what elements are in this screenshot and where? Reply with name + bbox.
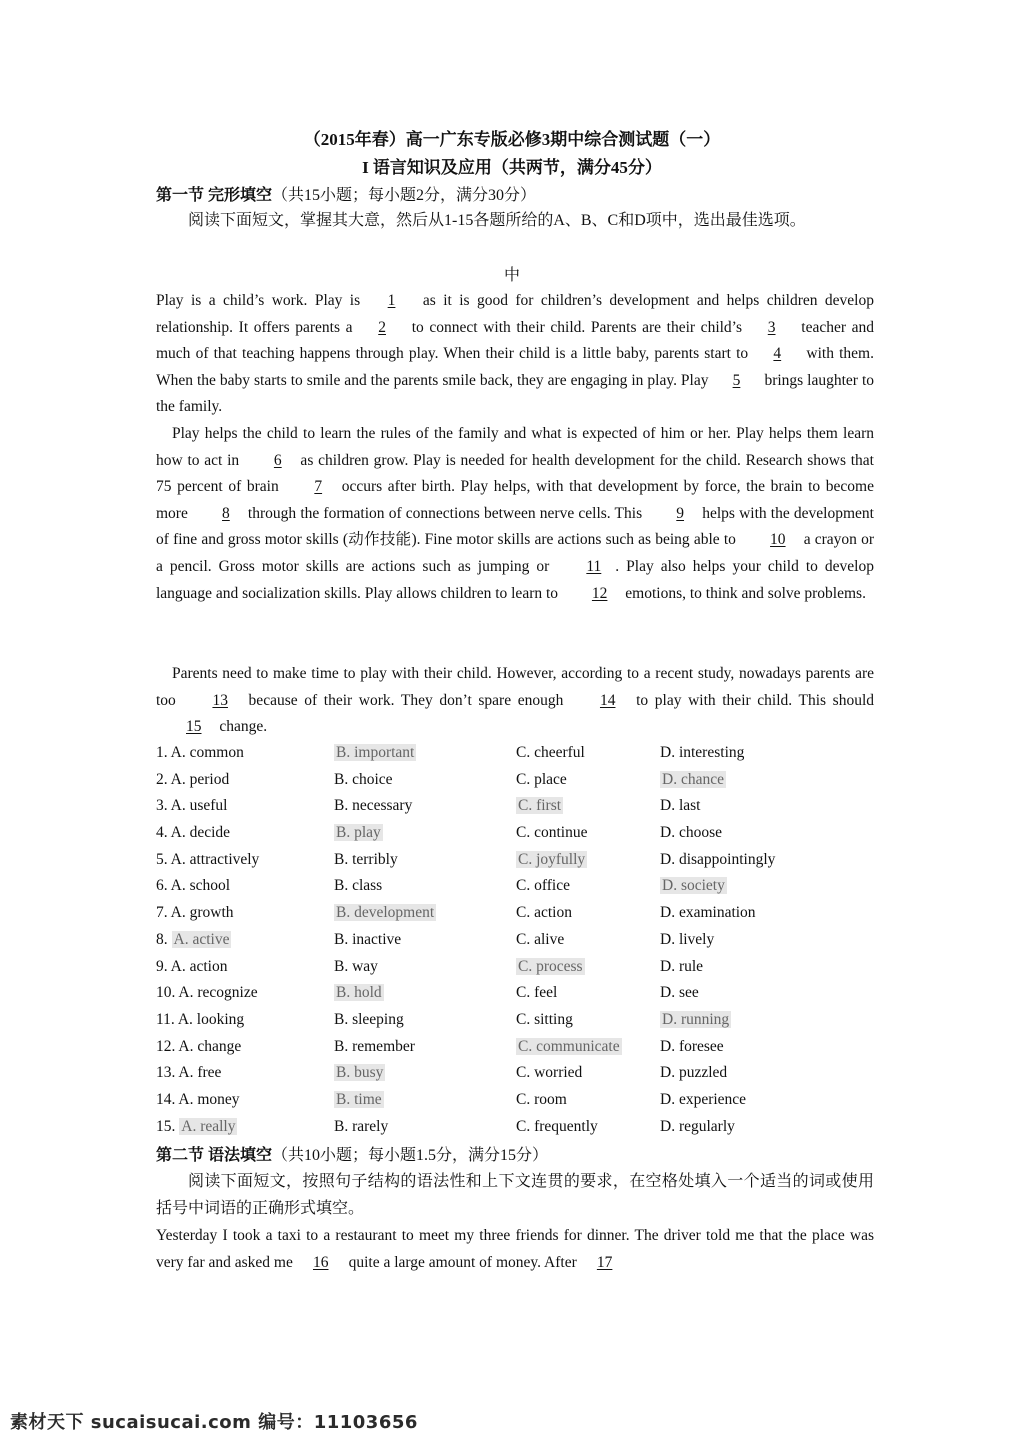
passage-text: . Play also helps your child to develop language and socialization skills. Play allows children to learn to [156, 557, 874, 602]
blank-9: 9 [676, 504, 685, 522]
passage-text: emotions, to think and solve problems. [621, 584, 866, 602]
option-d [660, 771, 726, 789]
section2-detail: （共10小题；每小题1.5分，满分15分） [272, 1147, 549, 1164]
option-b [334, 824, 383, 842]
question-number: 15. [156, 1117, 180, 1135]
option-d [660, 1118, 735, 1136]
blank-15: 15 [186, 718, 202, 736]
option-a [156, 824, 230, 842]
option-d [660, 1038, 724, 1056]
section1-heading [156, 182, 536, 205]
option-a [156, 1064, 221, 1082]
option-d [660, 824, 722, 842]
option-text: D. regularly [660, 1117, 735, 1135]
option-c [516, 851, 587, 869]
option-c [516, 1091, 567, 1109]
passage-text: quite a large amount of money. After [344, 1253, 581, 1271]
option-text: D. running [662, 1010, 730, 1028]
option-text: C. action [516, 904, 572, 922]
option-d [660, 877, 727, 895]
option-text: B. busy [336, 1064, 384, 1082]
option-a [156, 771, 229, 789]
option-b [334, 877, 382, 895]
option-text: B. inactive [334, 930, 402, 948]
option-d [660, 744, 744, 762]
option-text: C. joyfully [518, 850, 586, 868]
option-a [156, 931, 231, 949]
option-a [156, 1011, 244, 1029]
option-b [334, 1011, 404, 1029]
passage-text: Play is a child’s work. Play is [156, 292, 368, 309]
question-number: 12. [156, 1037, 179, 1055]
option-text: D. lively [660, 930, 715, 948]
option-text: A. free [178, 1064, 222, 1082]
section1-detail: （共15小题；每小题2分，满分30分） [272, 187, 537, 204]
section2-label: 第二节 语法填空 [156, 1147, 273, 1164]
option-c [516, 797, 563, 815]
section2-passage [156, 1223, 874, 1276]
passage-text: to play with their child. This should [629, 691, 875, 709]
question-number: 14. [156, 1090, 179, 1108]
part-title: I 语言知识及应用（共两节，满分45分） [362, 158, 662, 177]
option-text: B. hold [336, 984, 382, 1002]
blank-17: 17 [596, 1253, 613, 1271]
option-a [156, 904, 234, 922]
section2-instruction: 阅读下面短文，按照句子结构的语法性和上下文连贯的要求，在空格处填入一个适当的词或使用括号中词语的正确形式填空。 [156, 1173, 874, 1217]
option-text: C. worried [516, 1064, 583, 1082]
option-c [516, 904, 572, 922]
passage-text: Parents need to make time to play with their child. However, according to a recent study, nowadays parents are too [156, 665, 874, 709]
option-b [334, 931, 401, 949]
option-text: A. money [178, 1090, 240, 1108]
question-number: 10. [156, 984, 179, 1002]
option-text: C. office [516, 877, 570, 895]
option-text: A. active [173, 930, 230, 948]
passage-text: a crayon or a pencil. Gross motor skills are actions such as jumping or [156, 531, 874, 575]
option-text: C. place [516, 770, 567, 788]
blank-5: 5 [732, 371, 741, 389]
option-b [334, 1091, 384, 1109]
blank-12: 12 [591, 584, 608, 602]
option-row [156, 1062, 876, 1089]
option-text: D. chance [662, 770, 724, 788]
option-a [156, 877, 230, 895]
option-text: C. frequently [516, 1117, 598, 1135]
option-a [156, 851, 259, 869]
option-text: B. class [334, 877, 383, 895]
option-a [156, 1038, 241, 1056]
option-text: A. action [170, 957, 228, 975]
option-text: B. development [336, 904, 435, 922]
passage-text: change. [215, 718, 268, 736]
option-c [516, 1118, 598, 1136]
question-number: 5. [156, 850, 171, 868]
option-text: A. school [170, 877, 231, 895]
option-text: D. rule [660, 957, 704, 975]
blank-3: 3 [767, 318, 776, 336]
passage-text: Yesterday I took a taxi to a restaurant to meet my three friends for dinner. The driver told me that the place was very far and asked me [156, 1227, 874, 1271]
option-a [156, 744, 244, 762]
option-row [156, 875, 876, 902]
watermark-bar [0, 1400, 1024, 1442]
option-row [156, 929, 876, 956]
option-text: D. disappointingly [660, 850, 776, 868]
option-text: A. recognize [178, 984, 258, 1002]
blank-14: 14 [599, 691, 616, 709]
option-c [516, 958, 585, 976]
question-number: 1. [156, 744, 171, 761]
option-text: C. alive [516, 930, 565, 948]
option-text: C. process [518, 957, 583, 975]
blank-6: 6 [273, 451, 282, 469]
blank-7: 7 [314, 478, 323, 496]
option-text: B. sleeping [334, 1010, 404, 1028]
blank-13: 13 [212, 691, 228, 709]
question-number: 8. [156, 930, 172, 948]
option-b [334, 1038, 415, 1056]
option-text: A. useful [170, 797, 228, 815]
option-a [156, 984, 258, 1002]
option-text: A. looking [177, 1010, 245, 1028]
passage-text: as children grow. Play is needed for health development for the child. Research shows that 75 percent of brain [156, 451, 874, 496]
option-text: B. time [336, 1090, 382, 1108]
option-text: C. feel [516, 984, 558, 1002]
option-b [334, 771, 393, 789]
option-row [156, 795, 876, 822]
passage-paragraph-2 [156, 421, 874, 607]
option-b [334, 797, 412, 815]
option-row [156, 982, 876, 1009]
option-row [156, 1036, 876, 1063]
option-c [516, 824, 587, 842]
option-text: B. way [334, 957, 378, 975]
question-number: 2. [156, 770, 171, 788]
option-text: A. decide [170, 824, 231, 842]
option-row [156, 849, 876, 876]
blank-11: 11 [586, 557, 602, 575]
options-list [156, 742, 876, 1142]
option-text: B. play [336, 824, 381, 842]
option-text: A. change [178, 1037, 242, 1055]
passage-text: with them. When the baby starts to smile and the parents smile back, they are engaging in play. Play [156, 345, 874, 389]
option-d [660, 904, 756, 922]
option-c [516, 1038, 622, 1056]
option-text: B. necessary [334, 797, 413, 815]
option-c [516, 931, 564, 949]
option-text: A. common [170, 744, 244, 761]
option-text: D. foresee [660, 1037, 724, 1055]
question-number: 7. [156, 904, 171, 922]
option-text: D. examination [660, 904, 756, 922]
question-number: 13. [156, 1064, 179, 1082]
option-text: B. rarely [334, 1117, 389, 1135]
option-row [156, 822, 876, 849]
blank-10: 10 [770, 531, 786, 549]
passage-text: brings laughter to the family. [156, 371, 874, 416]
option-b [334, 904, 436, 922]
option-row [156, 769, 876, 796]
option-d [660, 931, 714, 949]
option-d [660, 1011, 731, 1029]
question-number: 4. [156, 824, 171, 842]
option-text: C. continue [516, 824, 588, 842]
blank-8: 8 [222, 504, 230, 522]
option-d [660, 851, 775, 869]
passage-text: as it is good for children’s development and helps children develop relationship. It offers parents a [156, 292, 874, 336]
option-c [516, 744, 585, 762]
option-text: C. cheerful [516, 744, 585, 761]
option-text: B. important [336, 744, 415, 761]
passage-text: Play helps the child to learn the rules of the family and what is expected of him or her. Play helps them learn how to act in [156, 425, 874, 469]
option-d [660, 1091, 746, 1109]
passage-text: teacher and much of that teaching happens through play. When their child is a little baby, parents start to [156, 318, 874, 363]
option-row [156, 1089, 876, 1116]
blank-4: 4 [773, 345, 782, 363]
center-char: 中 [503, 267, 520, 284]
option-text: C. first [518, 797, 562, 815]
option-row [156, 956, 876, 983]
option-text: D. interesting [660, 744, 745, 761]
passage-text: through the formation of connections between nerve cells. This [243, 504, 647, 522]
option-row [156, 902, 876, 929]
option-d [660, 797, 700, 815]
option-c [516, 771, 567, 789]
option-text: A. really [181, 1117, 236, 1135]
option-text: C. communicate [518, 1037, 620, 1055]
option-a [156, 797, 227, 815]
option-b [334, 1064, 385, 1082]
passage-text: because of their work. They don’t spare enough [241, 691, 570, 709]
option-text: D. society [662, 877, 725, 895]
option-b [334, 744, 416, 762]
option-text: D. choose [660, 824, 722, 842]
option-row [156, 1009, 876, 1036]
passage-paragraph-3 [156, 661, 874, 741]
option-a [156, 1091, 240, 1109]
option-d [660, 958, 703, 976]
option-c [516, 984, 557, 1002]
option-b [334, 984, 384, 1002]
option-text: D. last [660, 797, 701, 815]
passage-paragraph-1 [156, 288, 874, 421]
option-row [156, 742, 876, 769]
option-text: A. period [170, 770, 230, 788]
option-text: C. sitting [516, 1010, 573, 1028]
blank-1: 1 [387, 292, 396, 309]
option-text: A. growth [170, 904, 234, 922]
watermark-text: 素材天下 sucaisucai.com 编号：11103656 [10, 1412, 418, 1433]
option-d [660, 984, 699, 1002]
option-d [660, 1064, 727, 1082]
option-text: D. see [660, 984, 699, 1002]
question-number: 9. [156, 957, 171, 975]
passage-text: occurs after birth. Play helps, with that development by force, the brain to become more [156, 478, 874, 522]
option-text: B. choice [334, 770, 393, 788]
question-number: 6. [156, 877, 171, 895]
option-b [334, 851, 398, 869]
option-a [156, 958, 227, 976]
option-c [516, 1064, 582, 1082]
section1-instruction: 阅读下面短文，掌握其大意，然后从1-15各题所给的A、B、C和D项中，选出最佳选项。 [188, 212, 806, 229]
question-number: 11. [156, 1010, 178, 1028]
option-text: D. experience [660, 1090, 747, 1108]
passage-text: helps with the development of fine and gross motor skills (动作技能). Fine motor skills are actions such as being able to [156, 504, 874, 549]
option-row [156, 1116, 876, 1143]
option-a [156, 1118, 237, 1136]
exam-title: （2015年春）高一广东专版必修3期中综合测试题（一） [303, 130, 721, 149]
option-text: A. attractively [170, 850, 260, 868]
option-b [334, 1118, 388, 1136]
question-number: 3. [156, 797, 171, 815]
option-b [334, 958, 378, 976]
option-c [516, 877, 570, 895]
passage-text: to connect with their child. Parents are their child’s [406, 318, 748, 336]
section2-heading [156, 1142, 548, 1165]
option-text: D. puzzled [660, 1064, 728, 1082]
blank-16: 16 [312, 1253, 329, 1271]
option-text: C. room [516, 1090, 567, 1108]
option-text: B. terribly [334, 850, 398, 868]
blank-2: 2 [378, 318, 386, 336]
option-c [516, 1011, 573, 1029]
option-text: B. remember [334, 1037, 415, 1055]
section1-label: 第一节 完形填空 [156, 187, 273, 204]
